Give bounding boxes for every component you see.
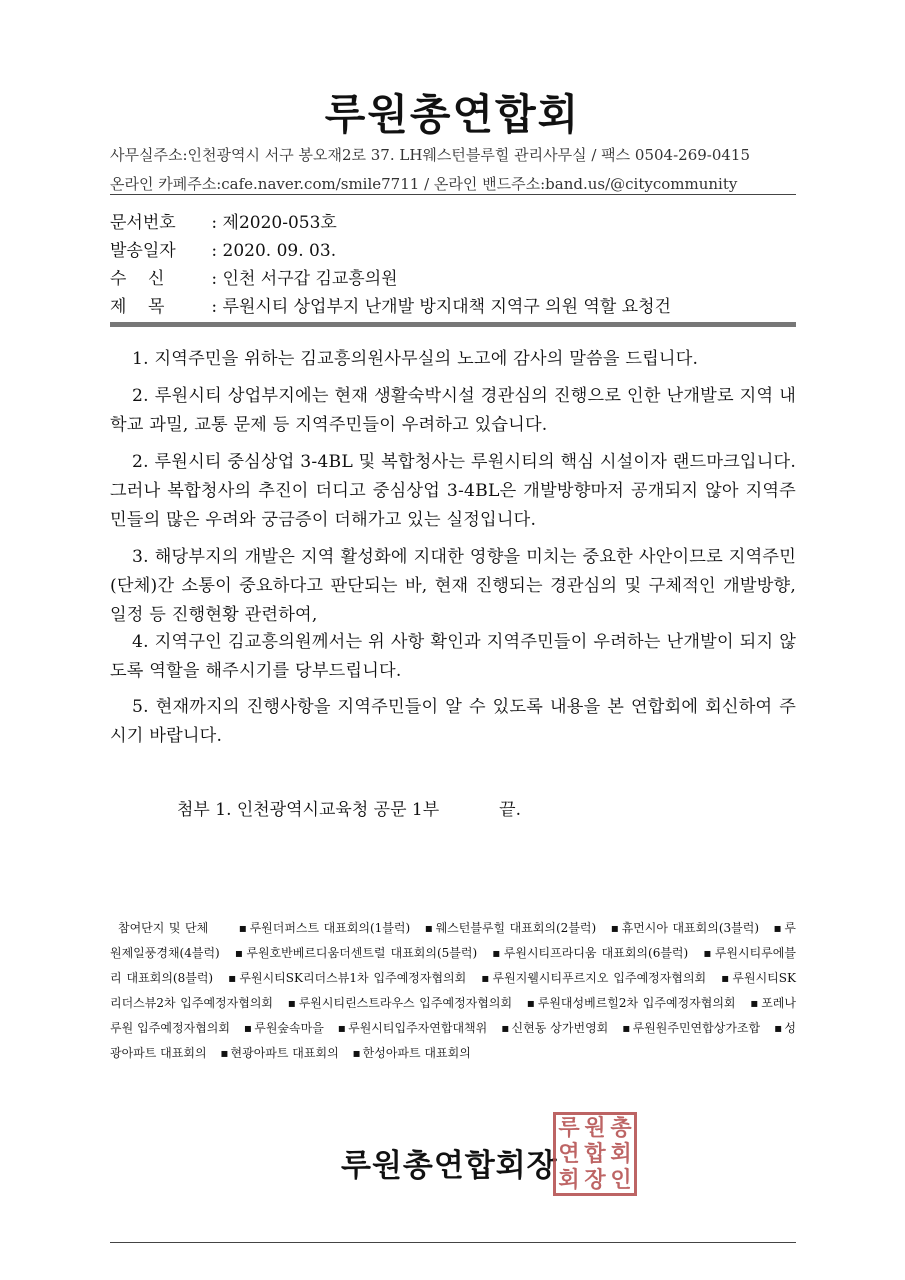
org-item: ▪ 루원시티루에블리 대표회의(8블럭)	[110, 946, 796, 985]
attachment-end: 끝.	[499, 800, 521, 820]
official-seal	[553, 1112, 637, 1196]
seal-char: 원	[584, 1115, 606, 1141]
org-item: ▪ 웨스턴블루힐 대표회의(2블럭)	[425, 921, 596, 935]
org-item: ▪ 한성아파트 대표회의	[353, 1046, 471, 1060]
meta-subject: 제 목 : 루원시티 상업부지 난개발 방지대책 지역구 의원 역할 요청건	[110, 292, 671, 317]
org-item: ▪ 성광아파트 대표회의	[110, 1021, 796, 1060]
org-item: ▪ 루원시티SK리더스뷰1차 입주예정자협의회	[228, 971, 466, 985]
document-title: 루원총연합회	[324, 90, 581, 139]
org-item: ▪ 루원시티린스트라우스 입주예정자협의회	[288, 996, 512, 1010]
seal-char: 연	[558, 1141, 580, 1167]
footer-divider	[110, 1242, 796, 1243]
seal-char: 인	[610, 1167, 632, 1193]
attachment-text: 첨부 1. 인천광역시교육청 공문 1부	[177, 800, 440, 820]
org-item: ▪ 루원숲속마을	[244, 1021, 324, 1035]
seal-char: 장	[584, 1167, 606, 1193]
org-item: ▪ 루원시티입주자연합대책위	[338, 1021, 487, 1035]
meta-doc-number: 문서번호 : 제2020-053호	[110, 208, 337, 233]
org-item: ▪ 루원시티프라디움 대표회의(6블럭)	[492, 946, 688, 960]
meta-label: 제 목	[110, 297, 165, 317]
meta-recipient: 수 신 : 인천 서구갑 김교흥의원	[110, 264, 398, 289]
org-item: ▪ 현광아파트 대표회의	[220, 1046, 338, 1060]
paragraph-6: 5. 현재까지의 진행사항을 지역주민들이 알 수 있도록 내용을 본 연합회에 회신하여 주시기 바랍니다.	[110, 697, 796, 746]
org-item: ▪ 루원더퍼스트 대표회의(1블럭)	[239, 921, 410, 935]
org-item: ▪ 휴먼시아 대표회의(3블럭)	[611, 921, 759, 935]
org-item: ▪ 신현동 상가번영회	[501, 1021, 608, 1035]
seal-char: 총	[610, 1115, 632, 1141]
online-address: 온라인 카페주소:cafe.naver.com/smile7711 / 온라인 밴드주소:band.us/@citycommunity	[110, 175, 738, 193]
attachment-line	[177, 795, 521, 820]
signature: 루원총연합회장	[341, 1148, 558, 1184]
office-address: 사무실주소:인천광역시 서구 봉오재2로 37. LH웨스턴블루힐 관리사무실 / 팩스 0504-269-0415	[110, 146, 751, 164]
meta-value: 제2020-053호	[222, 213, 337, 233]
meta-label: 문서번호	[110, 213, 176, 233]
seal-char: 회	[610, 1141, 632, 1167]
paragraph-3: 2. 루원시티 중심상업 3-4BL 및 복합청사는 루원시티의 핵심 시설이자 랜드마크입니다. 그러나 복합청사의 추진이 더디고 중심상업 3-4BL은 개발방향마저 공개되지 않아 지역주민들의 많은 우려와 궁금증이 더해가고 있는 실정입니다.	[110, 452, 796, 530]
meta-label: 발송일자	[110, 241, 176, 261]
org-item: ▪ 루원호반베르디움더센트럴 대표회의(5블럭)	[235, 946, 477, 960]
org-item: ▪ 루원지웰시티푸르지오 입주예정자협의회	[481, 971, 706, 985]
meta-value: 2020. 09. 03.	[222, 241, 337, 261]
org-item: ▪ 포레나루원 입주예정자협의회	[110, 996, 796, 1035]
meta-value: 루원시티 상업부지 난개발 방지대책 지역구 의원 역할 요청건	[222, 297, 671, 317]
seal-char: 루	[558, 1115, 580, 1141]
org-item: ▪ 루원제일풍경채(4블럭)	[110, 921, 796, 960]
paragraph-1: 1. 지역주민을 위하는 김교흥의원사무실의 노고에 감사의 말씀을 드립니다.	[132, 349, 699, 369]
org-item: ▪ 루원원주민연합상가조합	[622, 1021, 760, 1035]
seal-char: 합	[584, 1141, 606, 1167]
org-item: ▪ 루원대성베르힐2차 입주예정자협의회	[527, 996, 736, 1010]
meta-value: 인천 서구갑 김교흥의원	[222, 269, 398, 289]
meta-send-date: 발송일자 : 2020. 09. 03.	[110, 236, 336, 261]
orgs-lead: 참여단지 및 단체	[118, 921, 209, 935]
meta-label: 수 신	[110, 269, 165, 289]
seal-char: 회	[558, 1167, 580, 1193]
org-item: ▪ 루원시티SK리더스뷰2차 입주예정자협의회	[110, 971, 796, 1010]
meta-divider	[110, 322, 796, 327]
participating-orgs	[110, 916, 796, 1066]
header-divider	[110, 194, 796, 195]
paragraph-2: 2. 루원시티 상업부지에는 현재 생활숙박시설 경관심의 진행으로 인한 난개발로 지역 내 학교 과밀, 교통 문제 등 지역주민들이 우려하고 있습니다.	[110, 386, 796, 435]
paragraph-5: 4. 지역구인 김교흥의원께서는 위 사항 확인과 지역주민들이 우려하는 난개발이 되지 않도록 역할을 해주시기를 당부드립니다.	[110, 632, 796, 681]
paragraph-4: 3. 해당부지의 개발은 지역 활성화에 지대한 영향을 미치는 중요한 사안이므로 지역주민(단체)간 소통이 중요하다고 판단되는 바, 현재 진행되는 경관심의 및 구체적인 개발방향, 일정 등 진행현황 관련하여,	[110, 547, 796, 625]
